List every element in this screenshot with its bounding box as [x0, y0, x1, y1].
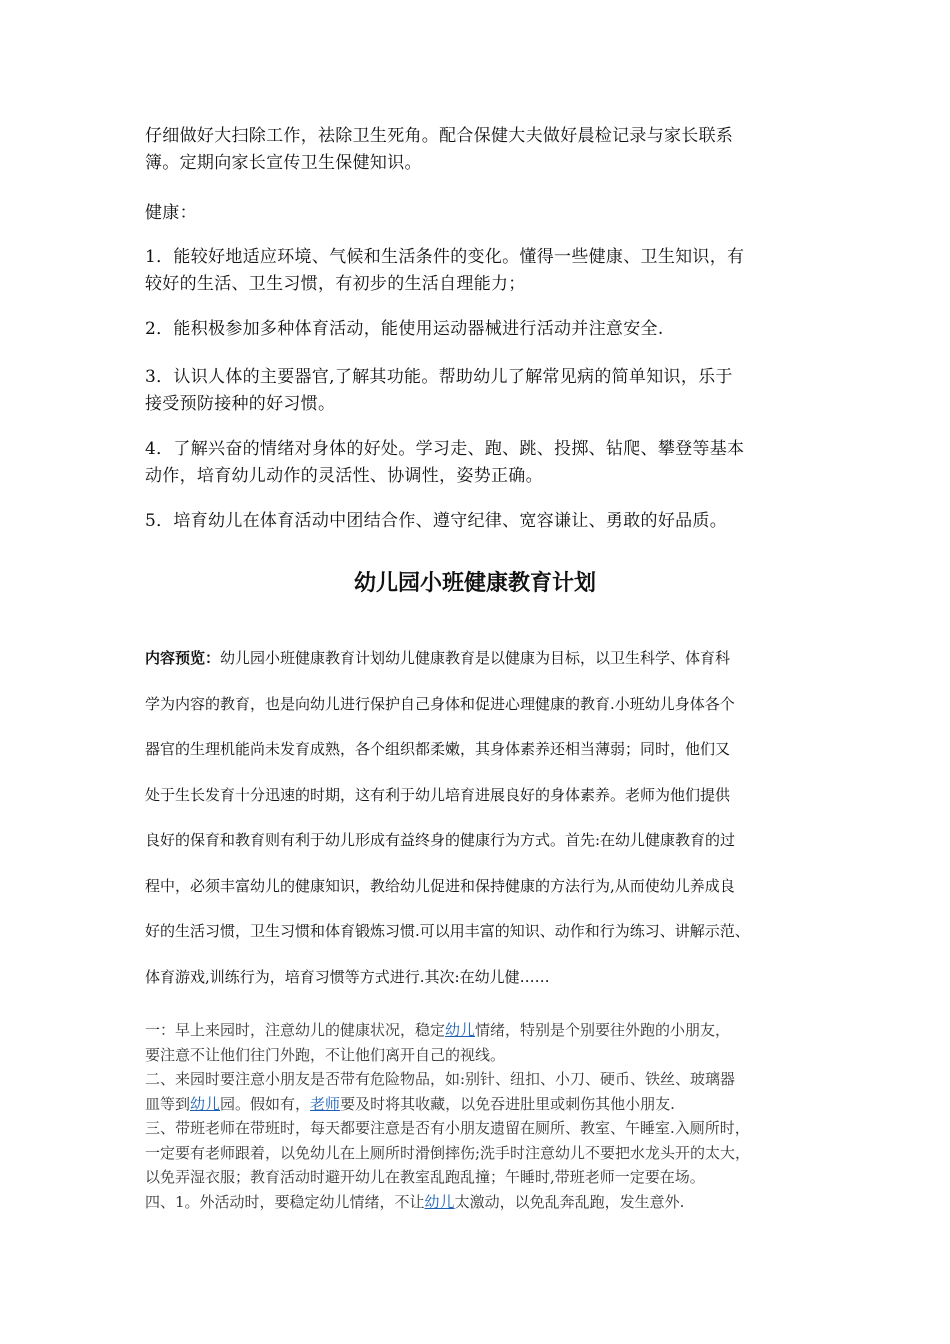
health-item-1	[145, 244, 815, 298]
health-item-4	[145, 436, 815, 490]
preview-line: 良好的保育和教育则有利于幼儿形成有益终身的健康行为方式。首先:在幼儿健康教育的过	[145, 831, 736, 849]
note-text: 要及时将其收藏，以免吞进肚里或刺伤其他小朋友.	[340, 1094, 675, 1113]
preview-line: 好的生活习惯，卫生习惯和体育锻炼习惯.可以用丰富的知识、动作和行为练习、讲解示范、	[145, 922, 750, 940]
health-item-2-line-1: 2．能积极参加多种体育活动，能使用运动器械进行活动并注意安全.	[145, 319, 664, 339]
note-text: 一：早上来园时，注意幼儿的健康状况，稳定	[145, 1021, 446, 1039]
link-youer[interactable]: 幼儿	[445, 1021, 476, 1039]
preview-line: 体育游戏,训练行为，培育习惯等方式进行.其次:在幼儿健……	[145, 967, 550, 986]
health-item-1-line-2: 较好的生活、卫生习惯，有初步的生活自理能力；	[145, 274, 526, 294]
preview-line: 器官的生理机能尚未发育成熟，各个组织都柔嫩，其身体素养还相当薄弱；同时，他们又	[145, 740, 731, 758]
preview-line: 程中，必须丰富幼儿的健康知识，教给幼儿促进和保持健康的方法行为,从而使幼儿养成良	[145, 876, 735, 895]
note-text: 太激动，以免乱奔乱跑，发生意外.	[454, 1192, 685, 1211]
note-4	[145, 1190, 817, 1215]
note-text: 要注意不让他们往门外跑，不让他们离开自己的视线。	[145, 1045, 506, 1064]
preview-line: 处于生长发育十分迅速的时期，这有利于幼儿培育进展良好的身体素养。老师为他们提供	[145, 785, 731, 804]
health-heading: 健康：	[145, 203, 197, 223]
health-item-5	[145, 508, 815, 535]
health-item-4-line-2: 动作，培育幼儿动作的灵活性、协调性，姿势正确。	[145, 466, 543, 486]
safety-notes	[145, 1018, 817, 1214]
link-laoshi[interactable]: 老师	[310, 1094, 341, 1113]
note-text: 以免弄湿衣服；教育活动时避开幼儿在教室乱跑乱撞；午睡时,带班老师一定要在场。	[145, 1168, 705, 1186]
health-item-3	[145, 364, 815, 418]
note-3	[145, 1116, 817, 1190]
link-youer[interactable]: 幼儿	[190, 1094, 221, 1113]
health-item-1-line-1: 1．能较好地适应环境、气候和生活条件的变化。懂得一些健康、卫生知识，有	[145, 247, 745, 267]
note-2	[145, 1067, 817, 1116]
note-text: 三、带班老师在带班时，每天都要注意是否有小朋友遗留在厕所、教室、午睡室.入厕所时，	[145, 1119, 750, 1137]
health-item-5-line-1: 5．培育幼儿在体育活动中团结合作、遵守纪律、宽容谦让、勇敢的好品质。	[145, 511, 728, 531]
note-text: 皿等到	[145, 1094, 191, 1113]
note-text: 园。假如有，	[220, 1094, 311, 1113]
health-item-3-line-1: 3．认识人体的主要器官,了解其功能。帮助幼儿了解常见病的简单知识，乐于	[145, 367, 733, 387]
note-text: 一定要有老师跟着，以免幼儿在上厕所时滑倒摔伤;洗手时注意幼儿不要把水龙头开的太大，	[145, 1143, 751, 1162]
note-text: 二、来园时要注意小朋友是否带有危险物品，如:别针、纽扣、小刀、硬币、铁丝、玻璃器	[145, 1070, 736, 1088]
intro-line-1: 仔细做好大扫除工作，祛除卫生死角。配合保健大夫做好晨检记录与家长联系	[145, 126, 734, 146]
link-youer[interactable]: 幼儿	[424, 1192, 455, 1211]
content-preview	[145, 636, 817, 1000]
note-text: 情绪，特别是个别要往外跑的小朋友，	[475, 1021, 731, 1039]
preview-label: 内容预览：	[145, 649, 221, 667]
preview-line: 幼儿园小班健康教育计划幼儿健康教育是以健康为目标，以卫生科学、体育科	[220, 649, 731, 667]
note-1	[145, 1018, 817, 1067]
page-title: 幼儿园小班健康教育计划	[353, 571, 596, 596]
intro-paragraph	[145, 123, 815, 177]
preview-line: 学为内容的教育，也是向幼儿进行保护自己身体和促进心理健康的教育.小班幼儿身体各个	[145, 694, 735, 713]
health-item-2	[145, 316, 815, 343]
note-text: 四、1。外活动时，要稳定幼儿情绪，不让	[145, 1192, 425, 1211]
health-item-3-line-2: 接受预防接种的好习惯。	[145, 394, 336, 414]
intro-line-2: 簿。定期向家长宣传卫生保健知识。	[145, 153, 422, 173]
health-item-4-line-1: 4．了解兴奋的情绪对身体的好处。学习走、跑、跳、投掷、钻爬、攀登等基本	[145, 439, 745, 459]
